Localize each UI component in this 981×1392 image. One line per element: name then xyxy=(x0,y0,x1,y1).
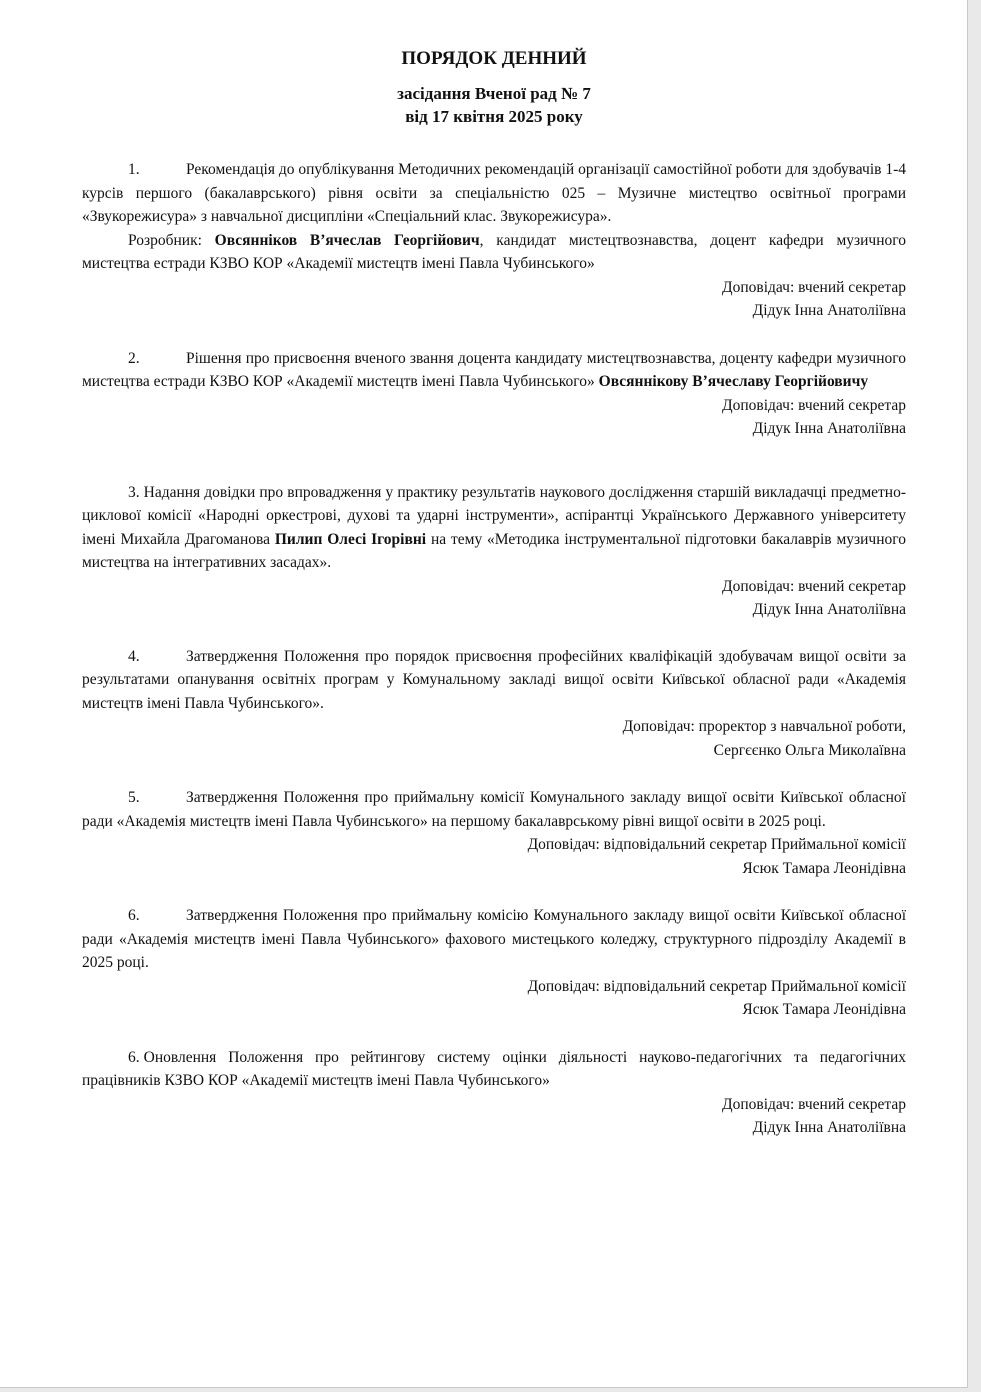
reporter-role: Доповідач: вчений секретар xyxy=(722,577,906,595)
developer-line xyxy=(82,229,906,276)
item-body: Затвердження Положення про порядок присвоєння професійних кваліфікацій здобувачам вищої освіти за результатами опанування освітніх програм у Комунальному закладі вищої освіти Київської обласної ради «Академія мистецтв імені Павла Чубинського». xyxy=(82,647,906,712)
document-date: від 17 квітня 2025 року xyxy=(405,107,583,126)
agenda-item-1 xyxy=(82,158,906,323)
agenda-item-text xyxy=(82,1046,906,1093)
item-body: Рекомендація до опублікування Методичних рекомендацій організації самостійної роботи для здобувачів 1-4 курсів першого (бакалаврського) рівня освіти за спеціальністю 025 – Музичне мистецтво освітньої програми «Звукорежисура» з навчальної дисципліни «Спеціальний клас. Звукорежисура». xyxy=(82,161,906,225)
reporter-name: Дідук Інна Анатоліївна xyxy=(752,1119,906,1136)
document-subtitle: засідання Вченої рад № 7 xyxy=(397,84,591,103)
document-body xyxy=(82,44,906,1140)
item-number: 1. xyxy=(128,161,140,178)
reporter-role: Доповідач: вчений секретар xyxy=(722,396,906,414)
item-body: Надання довідки про впровадження у практику результатів наукового дослідження старшій викладачці предметно-циклової комісії «Народні оркестрові, духові та ударні інструменти», аспірантці Українського Державного університету імені Михайла Драгоманова xyxy=(82,483,906,548)
item-bold-name: Овсяннікову В’ячеславу Георгійовичу xyxy=(598,373,869,390)
reporter-role: Доповідач: вчений секретар xyxy=(722,278,906,296)
item-number: 6. xyxy=(128,1048,140,1066)
reporter-name: Дідук Інна Анатоліївна xyxy=(752,601,906,618)
agenda-item-2 xyxy=(82,347,906,441)
document-title: ПОРЯДОК ДЕННИЙ xyxy=(401,48,587,69)
reporter-role: Доповідач: вчений секретар xyxy=(722,1095,906,1113)
item-body: Оновлення Положення про рейтингову систему оцінки діяльності науково-педагогічних та педагогічних працівників КЗВО КОР «Академії мистецтв імені Павла Чубинського» xyxy=(82,1048,906,1089)
item-number: 3. xyxy=(128,483,140,501)
developer-name: Овсянніков В’ячеслав Георгійович xyxy=(214,231,480,249)
item-number: 6. xyxy=(128,907,140,924)
agenda-item-5 xyxy=(82,786,906,880)
developer-label: Розробник: xyxy=(128,231,215,249)
reporter-name: Дідук Інна Анатоліївна xyxy=(752,420,906,437)
item-body: Затвердження Положення про приймальну комісії Комунального закладу вищої освіти Київської обласної ради «Академія мистецтв імені Павла Чубинського» на першому бакалаврському рівні вищої освіти в 2025 році. xyxy=(82,789,906,830)
developer-details: , кандидат мистецтвознавства, доцент кафедри музичного мистецтва естради КЗВО КОР «Академії мистецтв імені Павла Чубинського» xyxy=(82,231,906,272)
item-number: 2. xyxy=(128,349,140,367)
item-number: 4. xyxy=(128,647,140,665)
reporter-role: Доповідач: відповідальний секретар Приймальної комісії xyxy=(527,977,906,995)
item-body-end: на тему «Методика інструментальної підготовки бакалаврів музичного мистецтва на інтегративних засадах». xyxy=(82,530,906,571)
agenda-item-text xyxy=(82,347,906,394)
item-bold-name: Пилип Олесі Ігорівні xyxy=(274,530,427,548)
item-body: Затвердження Положення про приймальну комісію Комунального закладу вищої освіти Київської обласної ради «Академія мистецтв імені Павла Чубинського» фахового мистецького коледжу, структурного підрозділу Академії в 2025 році. xyxy=(82,907,906,971)
agenda-item-text xyxy=(82,158,906,229)
agenda-item-3 xyxy=(82,481,906,622)
agenda-item-text xyxy=(82,645,906,716)
agenda-item-7 xyxy=(82,1046,906,1140)
reporter-name: Сергєєнко Ольга Миколаївна xyxy=(713,741,906,759)
item-body: Рішення про присвоєння вченого звання доцента кандидату мистецтвознавства, доценту кафедри музичного мистецтва естради КЗВО КОР «Академії мистецтв імені Павла Чубинського» xyxy=(82,349,906,390)
agenda-item-text xyxy=(82,481,906,575)
agenda-item-text xyxy=(82,786,906,833)
item-number: 5. xyxy=(128,789,140,806)
agenda-item-4 xyxy=(82,645,906,763)
reporter-name: Ясюк Тамара Леонідівна xyxy=(742,1001,906,1018)
reporter-name: Ясюк Тамара Леонідівна xyxy=(742,859,906,877)
agenda-item-text xyxy=(82,904,906,975)
reporter-role: Доповідач: відповідальний секретар Приймальної комісії xyxy=(527,836,906,853)
reporter-name: Дідук Інна Анатоліївна xyxy=(752,302,906,319)
reporter-role: Доповідач: проректор з навчальної роботи, xyxy=(622,718,906,735)
agenda-item-6 xyxy=(82,904,906,1022)
